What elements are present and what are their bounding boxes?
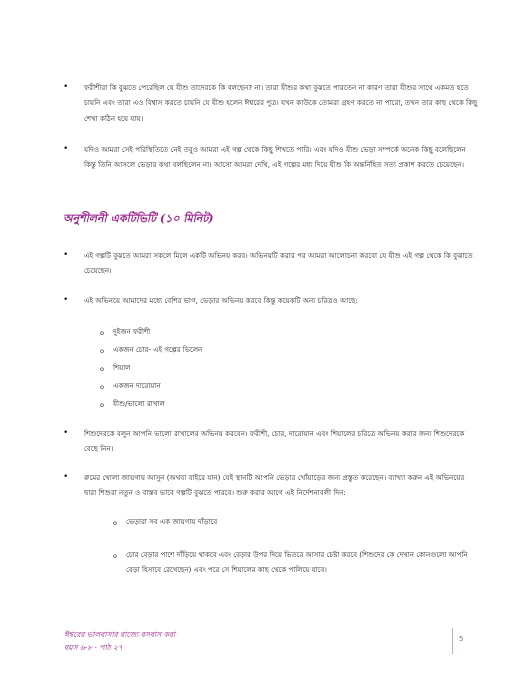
paragraph-assign-roles: শিশুদেরকে বলুন আপনি ভালো রাখালের অভিনয় করবেন। ফরীশী, চোর, দারোয়ান এবং শিয়ালের চরিত্রে অভিনয় করার জন্য শিশুদেরকে বেছে নিন।	[84, 429, 465, 454]
footer-subtitle: বয়স ৬-৮ · পাঠ ২৭	[64, 643, 123, 652]
circle-bullet-icon: o	[100, 401, 104, 409]
circle-bullet-icon: o	[100, 329, 104, 337]
circle-bullet-icon: o	[100, 383, 104, 391]
bullet-marker: •	[63, 428, 69, 438]
circle-bullet-icon: o	[100, 365, 104, 373]
paragraph-pharisees: ফরীশীরা কি বুঝতে পেরেছিল যে যীশু তাদেরকে কি বলছেন? না। তারা যীশুর কথা বুঝতে পারতেন না কারণ তারা যীশুর সাথে একমত হতে চায়নি এবং তারা এও বিশ্বাস করতে চায়নি যে যীশু হলেন ঈশ্বরের পুত্র। যখন কাউকে তোমরা গ্রহণ করতে না পারো, তখন তার কাছ থেকে কিছু শেখা কঠিন হয়ে যায়।	[84, 83, 478, 123]
activity-heading: অনুশীলনী একটিভিটি (১০ মিনিট)	[63, 212, 214, 225]
circle-bullet-icon: o	[113, 552, 117, 560]
bullet-marker: •	[63, 295, 69, 305]
footer-title: ঈশ্বরের ভালবাসার রাজ্যে বসবাস করা	[64, 630, 176, 639]
circle-bullet-icon: o	[100, 347, 104, 355]
circle-bullet-icon: o	[113, 519, 117, 527]
footer-divider	[452, 628, 453, 654]
bullet-marker: •	[63, 472, 69, 482]
paragraph-roles: এই অভিনয়ে আমাদের মধ্যে বেশির ভাগ, ভেড়ার অভিনয় করবে কিন্তু কয়েকটি অন্য চরিত্রও আছে:	[84, 296, 358, 305]
character-list-item: o দুইজন ফরীশী	[100, 328, 151, 337]
bullet-marker: •	[63, 144, 69, 154]
character-list-item: o শিয়াল	[100, 364, 131, 373]
paragraph-play-intro: এই গল্পটি বুঝতে আমরা সকলে মিলে একটি অভিনয় করব। অভিনয়টি করার পর আমরা আলোচনা করবো যে যীশু এই গল্প থেকে কি বুঝাতে চেয়েছেন।	[84, 251, 473, 276]
bullet-marker: •	[63, 82, 69, 92]
bullet-marker: •	[63, 250, 69, 260]
character-list-item: o একজন চোর- এই গল্পের ভিলেন	[100, 346, 203, 355]
character-list-item: o একজন দারোয়ান	[100, 382, 161, 391]
instruction-item: চোর বেড়ার পাশে দাঁড়িয়ে থাকবে এবং বেড়ার উপর দিয়ে ভিতরে আসার চেষ্টা করবে (শিশুদের কে দেখান কোনগুলো আপনি বেড়া হিসাবে রেখেছেন) এবং পরে সে শিয়ালের কাছ থেকে পালিয়ে যাবে।	[126, 551, 468, 575]
paragraph-open-space: রুমের খোলা জায়গায় আসুন (অথবা বাইরে যান) যেই স্থানটি আপনি ভেড়ার খোঁয়াড়ের জন্য প্রস্তুত করেছেন। ব্যাখ্যা করুন এই অভিনয়ের দ্বারা শিশুরা নতুন ও বাস্তব ভাবে গল্পটি বুঝতে পারবে। শুরু করার আগে এই নির্দেশনাবলী দিন:	[84, 473, 465, 498]
page-number: 5	[459, 635, 464, 643]
character-list-item: o যীশু/ভালো রাখাল	[100, 400, 165, 409]
paragraph-learning: যদিও আমরা সেই পরিস্থিতিতে নেই তবুও আমরা এই গল্প থেকে কিছু শিখতে পারি। এবং যদিও যীশু ভেড়া সম্পর্কে অনেক কিছু বলেছিলেন কিন্তু তিনি আসলে ভেড়ার কথা বলছিলেন না। আসো আমরা দেখি, এই গল্পের মধ্য দিয়ে যীশু কি অন্তর্নিহিত সত্য প্রকাশ করতে চেয়েছেন।	[84, 145, 466, 170]
instruction-item: ভেড়ারা সব এক জায়গায় দাঁড়াবে	[126, 518, 218, 526]
